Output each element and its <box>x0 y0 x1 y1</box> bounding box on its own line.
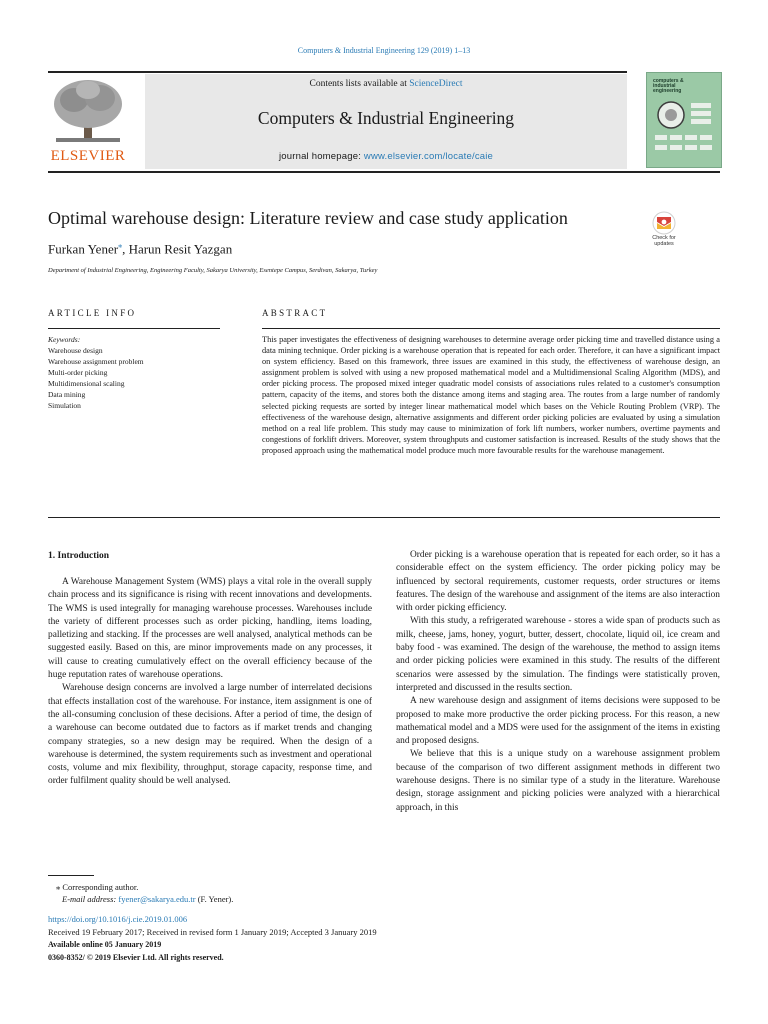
contents-line <box>145 79 627 89</box>
check-for-updates-label: Check for updates <box>652 235 676 247</box>
email-label: E-mail address: <box>62 894 119 904</box>
body-column-left <box>48 576 372 789</box>
corresponding-author-note: ⁎ Corresponding author. <box>56 882 139 892</box>
keyword-item: Data mining <box>48 390 86 399</box>
author-separator: , <box>122 241 129 257</box>
journal-cover-thumbnail[interactable] <box>646 72 722 168</box>
cover-graphic-icon <box>651 99 717 163</box>
body-paragraph: A new warehouse design and assignment of items decisions were supposed to be proposed to make more productive the order picking process. For this reason, a new mathematical model and a MDS were used for the assignment of the items in existing and proposed designs. <box>396 696 720 747</box>
keyword-item: Warehouse assignment problem <box>48 357 144 366</box>
article-info-heading: ARTICLE INFO <box>48 308 137 318</box>
keywords-block <box>48 334 144 411</box>
footnote-rule <box>48 875 94 876</box>
keyword-item: Warehouse design <box>48 346 103 355</box>
copyright: 0360-8352/ © 2019 Elsevier Ltd. All rights reserved. <box>48 953 224 962</box>
elsevier-wordmark: ELSEVIER <box>50 148 126 164</box>
article-title: Optimal warehouse design: Literature review and case study application <box>48 208 568 228</box>
body-paragraph: Order picking is a warehouse operation that is repeated for each order, so it has a considerable effect on the system efficiency. The order picking policy may be influenced by sectoral requirements, customer requests, order structures or items features. The design of the warehouse and assignment of the items are also interaction with order picking efficiency. <box>396 550 720 614</box>
section-heading-introduction: 1. Introduction <box>48 551 110 561</box>
abstract-bottom-rule <box>48 517 720 518</box>
author-list <box>48 241 232 257</box>
journal-homepage <box>145 151 627 162</box>
keyword-item: Multi-order picking <box>48 368 108 377</box>
affiliation: Department of Industrial Engineering, Engineering Faculty, Sakarya University, Esentepe Campus, Serdivan, Sakarya, Turkey <box>48 267 378 274</box>
keyword-item: Simulation <box>48 401 81 410</box>
sciencedirect-link[interactable]: ScienceDirect <box>409 79 463 89</box>
body-paragraph: We believe that this is a unique study on a warehouse assignment problem because of the comparison of two different assignment methods in different two warehouse designs. There is no similar type of a study in the literature. Warehouse design, storage assignment and picking policies were analyzed with a hierarchical approach, in this <box>396 749 720 813</box>
abstract-text: This paper investigates the effectiveness of designing warehouses to determine average order picking time and travelled distance using a data mining technique. Order picking is a warehouse operation that is repeated for each order. Therefore, it can have a significant impact on system efficiency. Based on this framework, three issues are examined in this study, the effectiveness of warehouse design, an assignment problem is solved with using a new proposed mathematical model and a Multidimensional Scaling Algorithm (MDS), and order picking process. The proposed mixed integer quadratic model consists of associations rules related to a customer's consumption pattern, capacity of the items, and stores both the distance among items and staging area. The routes from a large number of randomly selected picking requests are sorted by integer linear mathematical model which bases on the Vehicle Routing Problem (VRP). The effectiveness of the warehouse design, alternative assignments and different order picking policies are evaluated by using a simulation method on a real life problem. This study may cause to minimization of fork lift numbers, worker numbers, overtime payments and congestions of forklift drivers. Moreover, system throughputs and customer satisfaction is increased. Results of the study shows that the proposed approach using the mathematical model produce much more favourable results for the warehouse management. <box>262 335 720 455</box>
available-online: Available online 05 January 2019 <box>48 940 162 949</box>
contents-prefix: Contents lists available at <box>309 79 410 89</box>
header-bottom-rule <box>48 171 720 173</box>
author-name: Harun Resit Yazgan <box>128 241 233 257</box>
email-link[interactable]: fyener@sakarya.edu.tr <box>118 894 196 904</box>
email-note <box>62 894 233 904</box>
received-dates: Received 19 February 2017; Received in revised form 1 January 2019; Accepted 3 January 2019 <box>48 927 377 937</box>
body-column-right <box>396 549 720 815</box>
keyword-item: Multidimensional scaling <box>48 379 125 388</box>
body-paragraph: Warehouse design concerns are involved a large number of interrelated decisions that effects installation cost of the warehouse. For instance, item assignment is one of the all-consuming conclusion of these decisions. After a period of time, the design of a warehouse can become outdated due to factors as if market trends and changing company strategies, so a new design may be required. When the design of a warehouse is determined, the system requirements such as investment and operational costs, volume and mix flexibility, throughput, storage capacity, response time, and order fulfilment quality should be well analysed. <box>48 683 372 787</box>
cover-title: computers & industrial engineering <box>653 78 684 94</box>
doi-link[interactable]: https://doi.org/10.1016/j.cie.2019.01.006 <box>48 914 188 924</box>
header-top-rule <box>48 71 627 73</box>
article-info-rule <box>48 328 220 329</box>
journal-name: Computers & Industrial Engineering <box>257 108 515 128</box>
homepage-link[interactable]: www.elsevier.com/locate/caie <box>363 151 494 162</box>
abstract-heading: ABSTRACT <box>262 308 328 318</box>
email-suffix: (F. Yener). <box>195 894 234 904</box>
body-paragraph: With this study, a refrigerated warehouse - stores a wide span of products such as milk, cheese, jams, honey, yogurt, butter, dessert, chocolate, liquid oil, ice cream and baby food - was examined. The design of the warehouse, the method to assign items and order picking policies were examined in this study. The results of the different scenarios were assessed by the simulation. The findings were statistically proven, interpreted and discussed in the results section. <box>396 616 720 693</box>
author-name: Furkan Yener <box>48 241 119 257</box>
corresponding-author-mark[interactable]: ⁎ <box>118 241 123 250</box>
crossmark-icon <box>645 211 683 235</box>
homepage-prefix: journal homepage: <box>278 151 364 162</box>
journal-reference[interactable]: Computers & Industrial Engineering 129 (2019) 1–13 <box>297 46 471 55</box>
keywords-label: Keywords: <box>48 335 81 344</box>
abstract-rule <box>262 328 720 329</box>
body-paragraph: A Warehouse Management System (WMS) plays a vital role in the overall supply chain process and its significance is rising with recent innovations and developments. The WMS is used integrally for managing warehouse processes. Warehouses include the variety of different processes such as order picking, handling, items loading, palletizing and stacking. If the processes are well analysed, analytical methods can be suggested easily. Based on this, are minor improvements made on any processes, it will cause to creating cumulatively effect on the overall efficiency because of the huge reputation rates of warehouse operations. <box>48 577 372 681</box>
